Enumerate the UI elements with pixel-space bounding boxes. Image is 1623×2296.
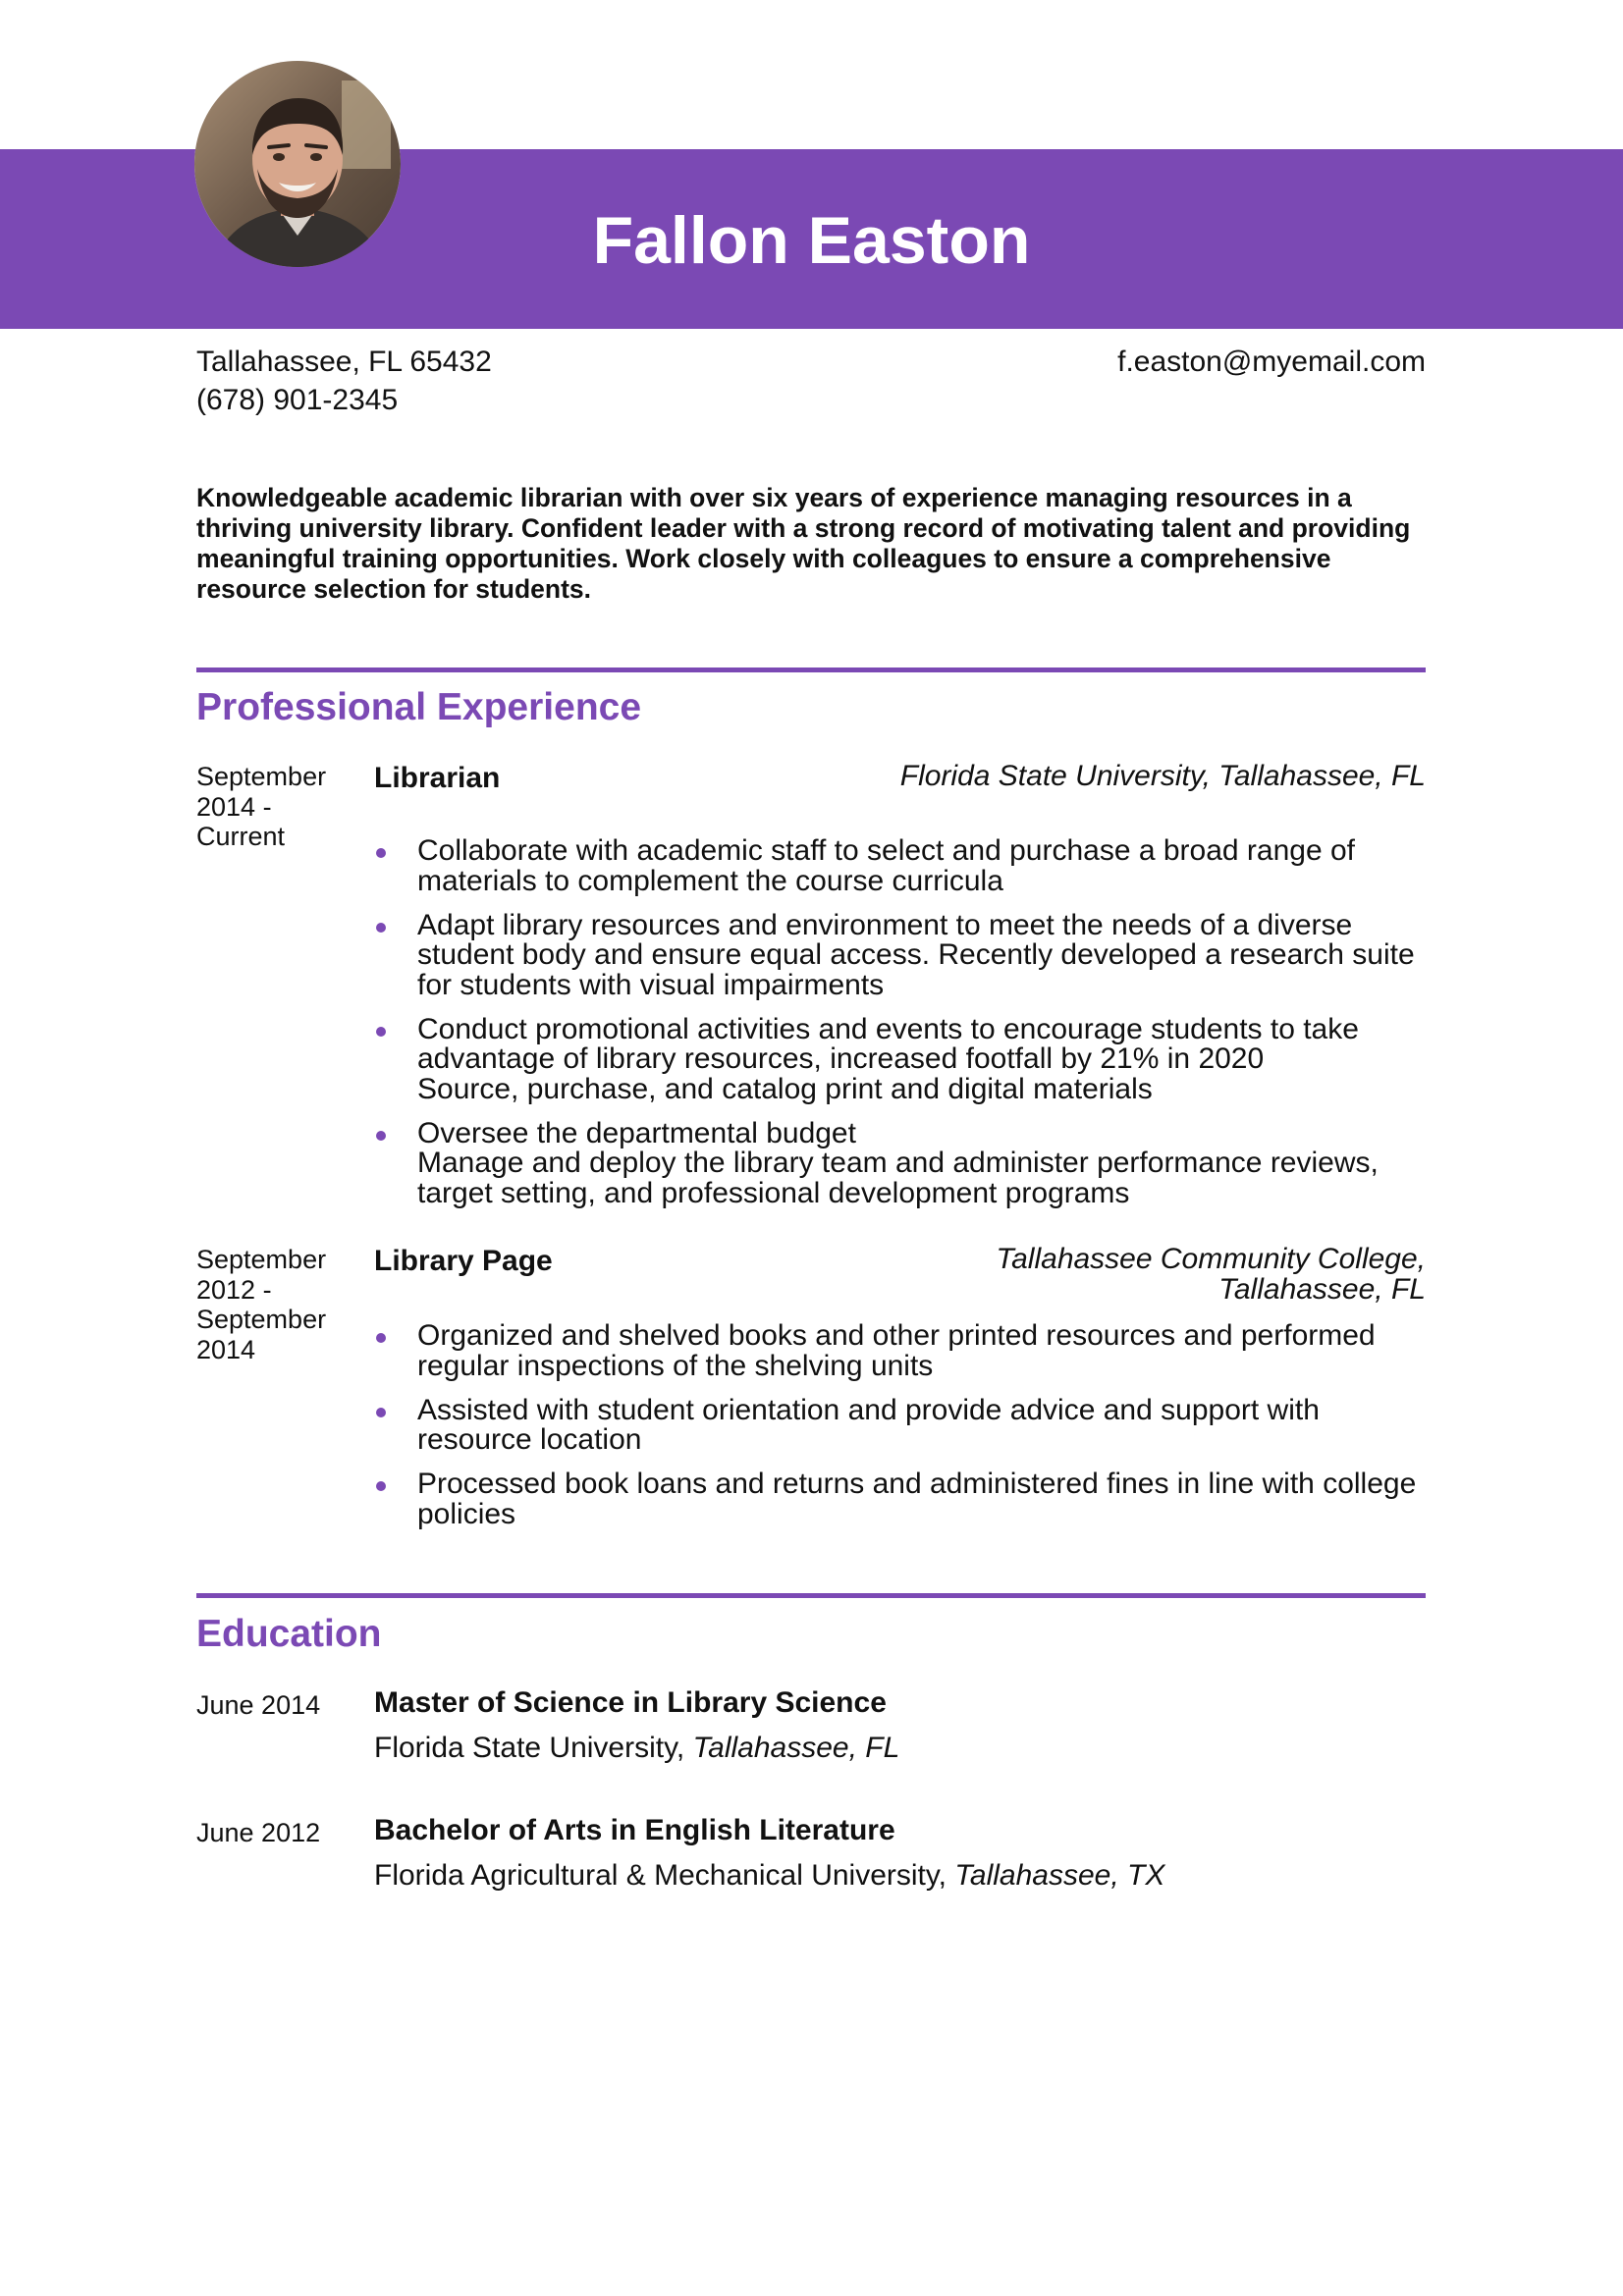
section-divider bbox=[196, 667, 1426, 672]
bullet-icon bbox=[376, 1131, 386, 1141]
experience-heading: Professional Experience bbox=[196, 686, 642, 728]
list-item bbox=[374, 836, 1425, 896]
bullet-text: Collaborate with academic staff to select and purchase a broad range of materials to complement the course curricula bbox=[417, 834, 1356, 897]
list-item bbox=[374, 1393, 1425, 1456]
job-date: September 2014 - Current bbox=[196, 762, 327, 851]
section-divider bbox=[196, 1593, 1426, 1598]
bullet-text: Processed book loans and returns and administered fines in line with college policies bbox=[417, 1468, 1417, 1530]
list-item bbox=[374, 1321, 1425, 1381]
contact-address: Tallahassee, FL 65432 bbox=[196, 346, 492, 378]
list-item bbox=[374, 1469, 1425, 1529]
education-degree: Bachelor of Arts in English Literature bbox=[374, 1814, 895, 1846]
bullet-text: Conduct promotional activities and events to encourage students to take advantage of library resources, increased footfall by 21% in 2020 Source, purchase, and catalog print and digital materials bbox=[417, 1012, 1359, 1105]
list-item bbox=[374, 1012, 1425, 1105]
school-name: Florida Agricultural & Mechanical University, bbox=[374, 1859, 947, 1892]
school-location: Tallahassee, FL bbox=[692, 1732, 900, 1764]
bullet-text: Oversee the departmental budget Manage and deploy the library team and administer performance reviews, target setting, and professional development programs bbox=[417, 1116, 1379, 1209]
professional-summary: Knowledgeable academic librarian with over six years of experience managing resources in a thriving university library. Confident leader with a strong record of motivating talent and providing meaningful training opportunities. Work closely with colleagues to ensure a comprehensive resource selection for students. bbox=[196, 483, 1411, 604]
bullet-text: Organized and shelved books and other printed resources and performed regular inspections of the shelving units bbox=[417, 1319, 1376, 1382]
bullet-icon bbox=[376, 848, 386, 858]
bullet-text: Assisted with student orientation and provide advice and support with resource location bbox=[417, 1393, 1320, 1456]
candidate-name: Fallon Easton bbox=[592, 203, 1031, 278]
contact-phone: (678) 901-2345 bbox=[196, 384, 399, 416]
education-heading: Education bbox=[196, 1613, 382, 1655]
education-school bbox=[374, 1731, 899, 1766]
job-bullets bbox=[374, 836, 1425, 1223]
education-date: June 2012 bbox=[196, 1818, 321, 1847]
list-item bbox=[374, 1116, 1425, 1209]
job-organization: Tallahassee Community College, Tallahassee, FL bbox=[996, 1243, 1426, 1306]
school-location: Tallahassee, TX bbox=[954, 1859, 1165, 1892]
list-item bbox=[374, 908, 1425, 1001]
contact-email: f.easton@myemail.com bbox=[1117, 346, 1426, 378]
education-degree: Master of Science in Library Science bbox=[374, 1686, 887, 1719]
job-organization: Florida State University, Tallahassee, FL bbox=[899, 760, 1426, 792]
bullet-icon bbox=[376, 1481, 386, 1491]
school-name: Florida State University, bbox=[374, 1732, 685, 1764]
bullet-icon bbox=[376, 1333, 386, 1343]
education-date: June 2014 bbox=[196, 1690, 321, 1720]
job-bullets bbox=[374, 1321, 1425, 1544]
job-date: September 2012 - September 2014 bbox=[196, 1245, 327, 1364]
bullet-icon bbox=[376, 1408, 386, 1417]
bullet-text: Adapt library resources and environment to meet the needs of a diverse student body and ensure equal access. Recently developed a research suite for students with visual impairments bbox=[417, 908, 1415, 1001]
job-entry bbox=[196, 762, 1426, 1213]
job-title: Library Page bbox=[374, 1245, 553, 1277]
job-entry bbox=[196, 1245, 1426, 1539]
job-title: Librarian bbox=[374, 762, 501, 794]
education-school bbox=[374, 1858, 1164, 1894]
bullet-icon bbox=[376, 923, 386, 933]
bullet-icon bbox=[376, 1027, 386, 1037]
